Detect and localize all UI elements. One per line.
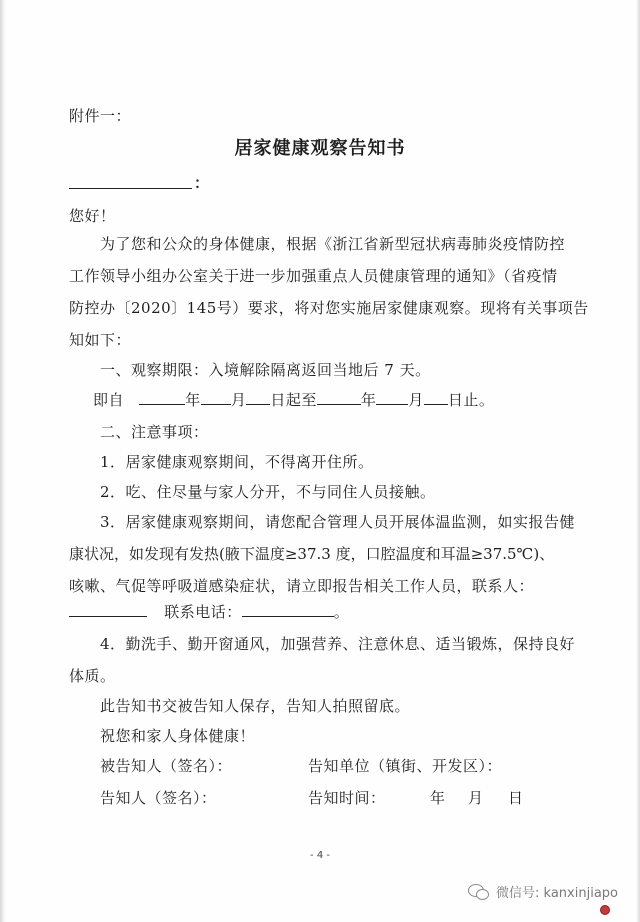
- precaution-item-1: 1．居家健康观察期间，不得离开住所。: [100, 453, 374, 471]
- intro-line-2: 工作领导小组办公室关于进一步加强重点人员健康管理的通知》（省疫情: [69, 267, 558, 285]
- period-prefix: 即自: [93, 391, 125, 409]
- end-month-blank: [376, 390, 408, 405]
- contact-phone-blank: [242, 602, 334, 617]
- contact-end: 。: [333, 603, 350, 621]
- addressee-blank: [69, 188, 192, 189]
- keep-note: 此告知书交被告知人保存，告知人拍照留底。: [100, 697, 411, 715]
- section-observation-period: 一、观察期限：入境解除隔离返回当地后 7 天。: [100, 361, 431, 379]
- precaution-item-3-line-2: 康状况，如发现有发热(腋下温度≥37.3 度，口腔温度和耳温≥37.5℃)、: [69, 545, 555, 563]
- notified-person-signature: 被告知人（签名）：: [100, 757, 233, 775]
- wechat-watermark: [468, 882, 618, 901]
- precaution-item-4-line-1: 4．勤洗手、勤开窗通风，加强营养、注意休息、适当锻炼，保持良好: [100, 635, 576, 653]
- notifying-unit: 告知单位（镇街、开发区）：: [308, 757, 503, 775]
- precaution-item-2: 2．吃、住尽量与家人分开，不与同住人员接触。: [100, 483, 436, 501]
- page-number: - 4 -: [310, 850, 330, 861]
- attachment-label: 附件一：: [69, 107, 132, 125]
- period-line: [93, 390, 494, 410]
- greeting: 您好！: [69, 207, 116, 225]
- notify-time-day: 日: [508, 789, 524, 807]
- precaution-item-3-line-1: 3．居家健康观察期间，请您配合管理人员开展体温监测，如实报告健: [100, 513, 576, 531]
- period-day-2: 日止。: [447, 391, 495, 409]
- period-year-1: 年: [185, 391, 201, 409]
- wechat-icon: [468, 884, 490, 900]
- notify-time-month: 月: [468, 789, 484, 807]
- contact-person-blank: [69, 602, 147, 617]
- start-day-blank: [246, 390, 270, 405]
- document-title: 居家健康观察告知书: [234, 138, 406, 159]
- end-day-blank: [424, 390, 448, 405]
- contact-phone-label: 联系电话：: [164, 603, 242, 621]
- period-day-1: 日起至: [270, 391, 317, 409]
- addressee-colon: ：: [194, 174, 210, 192]
- precaution-item-4-line-2: 体质。: [69, 667, 116, 685]
- intro-line-3: 防控办〔2020〕145号）要求，将对您实施居家健康观察。现将有关事项告: [69, 299, 589, 317]
- end-year-blank: [317, 390, 361, 405]
- period-month-1: 月: [230, 391, 247, 409]
- notify-time-year: 年: [430, 789, 446, 807]
- notifier-signature: 告知人（签名）：: [100, 789, 217, 807]
- intro-line-4: 知如下：: [69, 331, 132, 349]
- red-seal-icon: [600, 905, 610, 915]
- intro-line-1: 为了您和公众的身体健康，根据《浙江省新型冠状病毒肺炎疫情防控: [100, 235, 566, 253]
- notify-time-label: 告知时间：: [308, 789, 386, 807]
- watermark-text: 微信号: kanxinjiapo: [496, 886, 618, 901]
- start-year-blank: [139, 390, 185, 405]
- period-year-2: 年: [360, 391, 377, 409]
- section-precautions: 二、注意事项：: [100, 423, 209, 441]
- wish: 祝您和家人身体健康！: [100, 727, 256, 745]
- period-month-2: 月: [408, 391, 424, 409]
- precaution-item-3-line-3: 咳嗽、气促等呼吸道感染症状，请立即报告相关工作人员，联系人：: [69, 577, 535, 595]
- contact-line: [69, 602, 349, 622]
- start-month-blank: [201, 390, 231, 405]
